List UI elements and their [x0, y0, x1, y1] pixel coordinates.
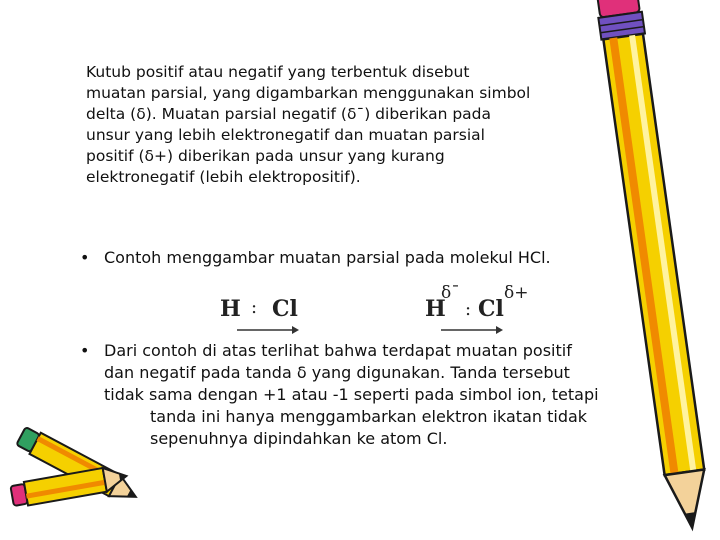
paragraph-line: positif (δ+) diberikan pada unsur yang kurang [86, 147, 445, 165]
bullet-line: tanda ini hanya menggambarkan elektron ikatan tidak [150, 407, 588, 426]
bullet-line: tidak sama dengan +1 atau -1 seperti pada simbol ion, tetapi [104, 385, 599, 404]
arrow-icon [236, 324, 300, 336]
paragraph-line: delta (δ). Muatan parsial negatif (δ¯) diberikan pada [86, 105, 492, 123]
paragraph-line: unsur yang lebih elektronegatif dan muatan parsial [86, 126, 485, 144]
bullet-dot: • [80, 341, 90, 360]
bullet-item-example [80, 247, 640, 269]
formula-cl: Cl [272, 296, 298, 322]
delta-minus-label: δ¯ [441, 283, 460, 303]
paragraph-line: Kutub positif atau negatif yang terbentuk disebut [86, 63, 470, 81]
bullet-text: Contoh menggambar muatan parsial pada molekul HCl. [104, 248, 551, 267]
intro-paragraph [86, 62, 626, 188]
pencil-icon [0, 420, 140, 540]
formula-separator: : [251, 297, 258, 318]
bullet-line: Dari contoh di atas terlihat bahwa terdapat muatan positif [104, 341, 572, 360]
formula-cl: Cl [478, 296, 504, 322]
bullet-item-explanation [80, 340, 680, 450]
paragraph-line: elektronegatif (lebih elektropositif). [86, 168, 361, 186]
formula-separator: : [465, 299, 472, 320]
formula-h: H [220, 296, 241, 322]
bullet-line: sepenuhnya dipindahkan ke atom Cl. [150, 429, 448, 448]
delta-plus-label: δ+ [504, 283, 529, 303]
bullet-line: dan negatif pada tanda δ yang digunakan. Tanda tersebut [104, 363, 570, 382]
paragraph-line: muatan parsial, yang digambarkan menggunakan simbol [86, 84, 531, 102]
bullet-dot: • [80, 248, 90, 267]
arrow-icon [440, 324, 504, 336]
pencil-icon [596, 0, 720, 540]
formula-h: H [425, 296, 446, 322]
